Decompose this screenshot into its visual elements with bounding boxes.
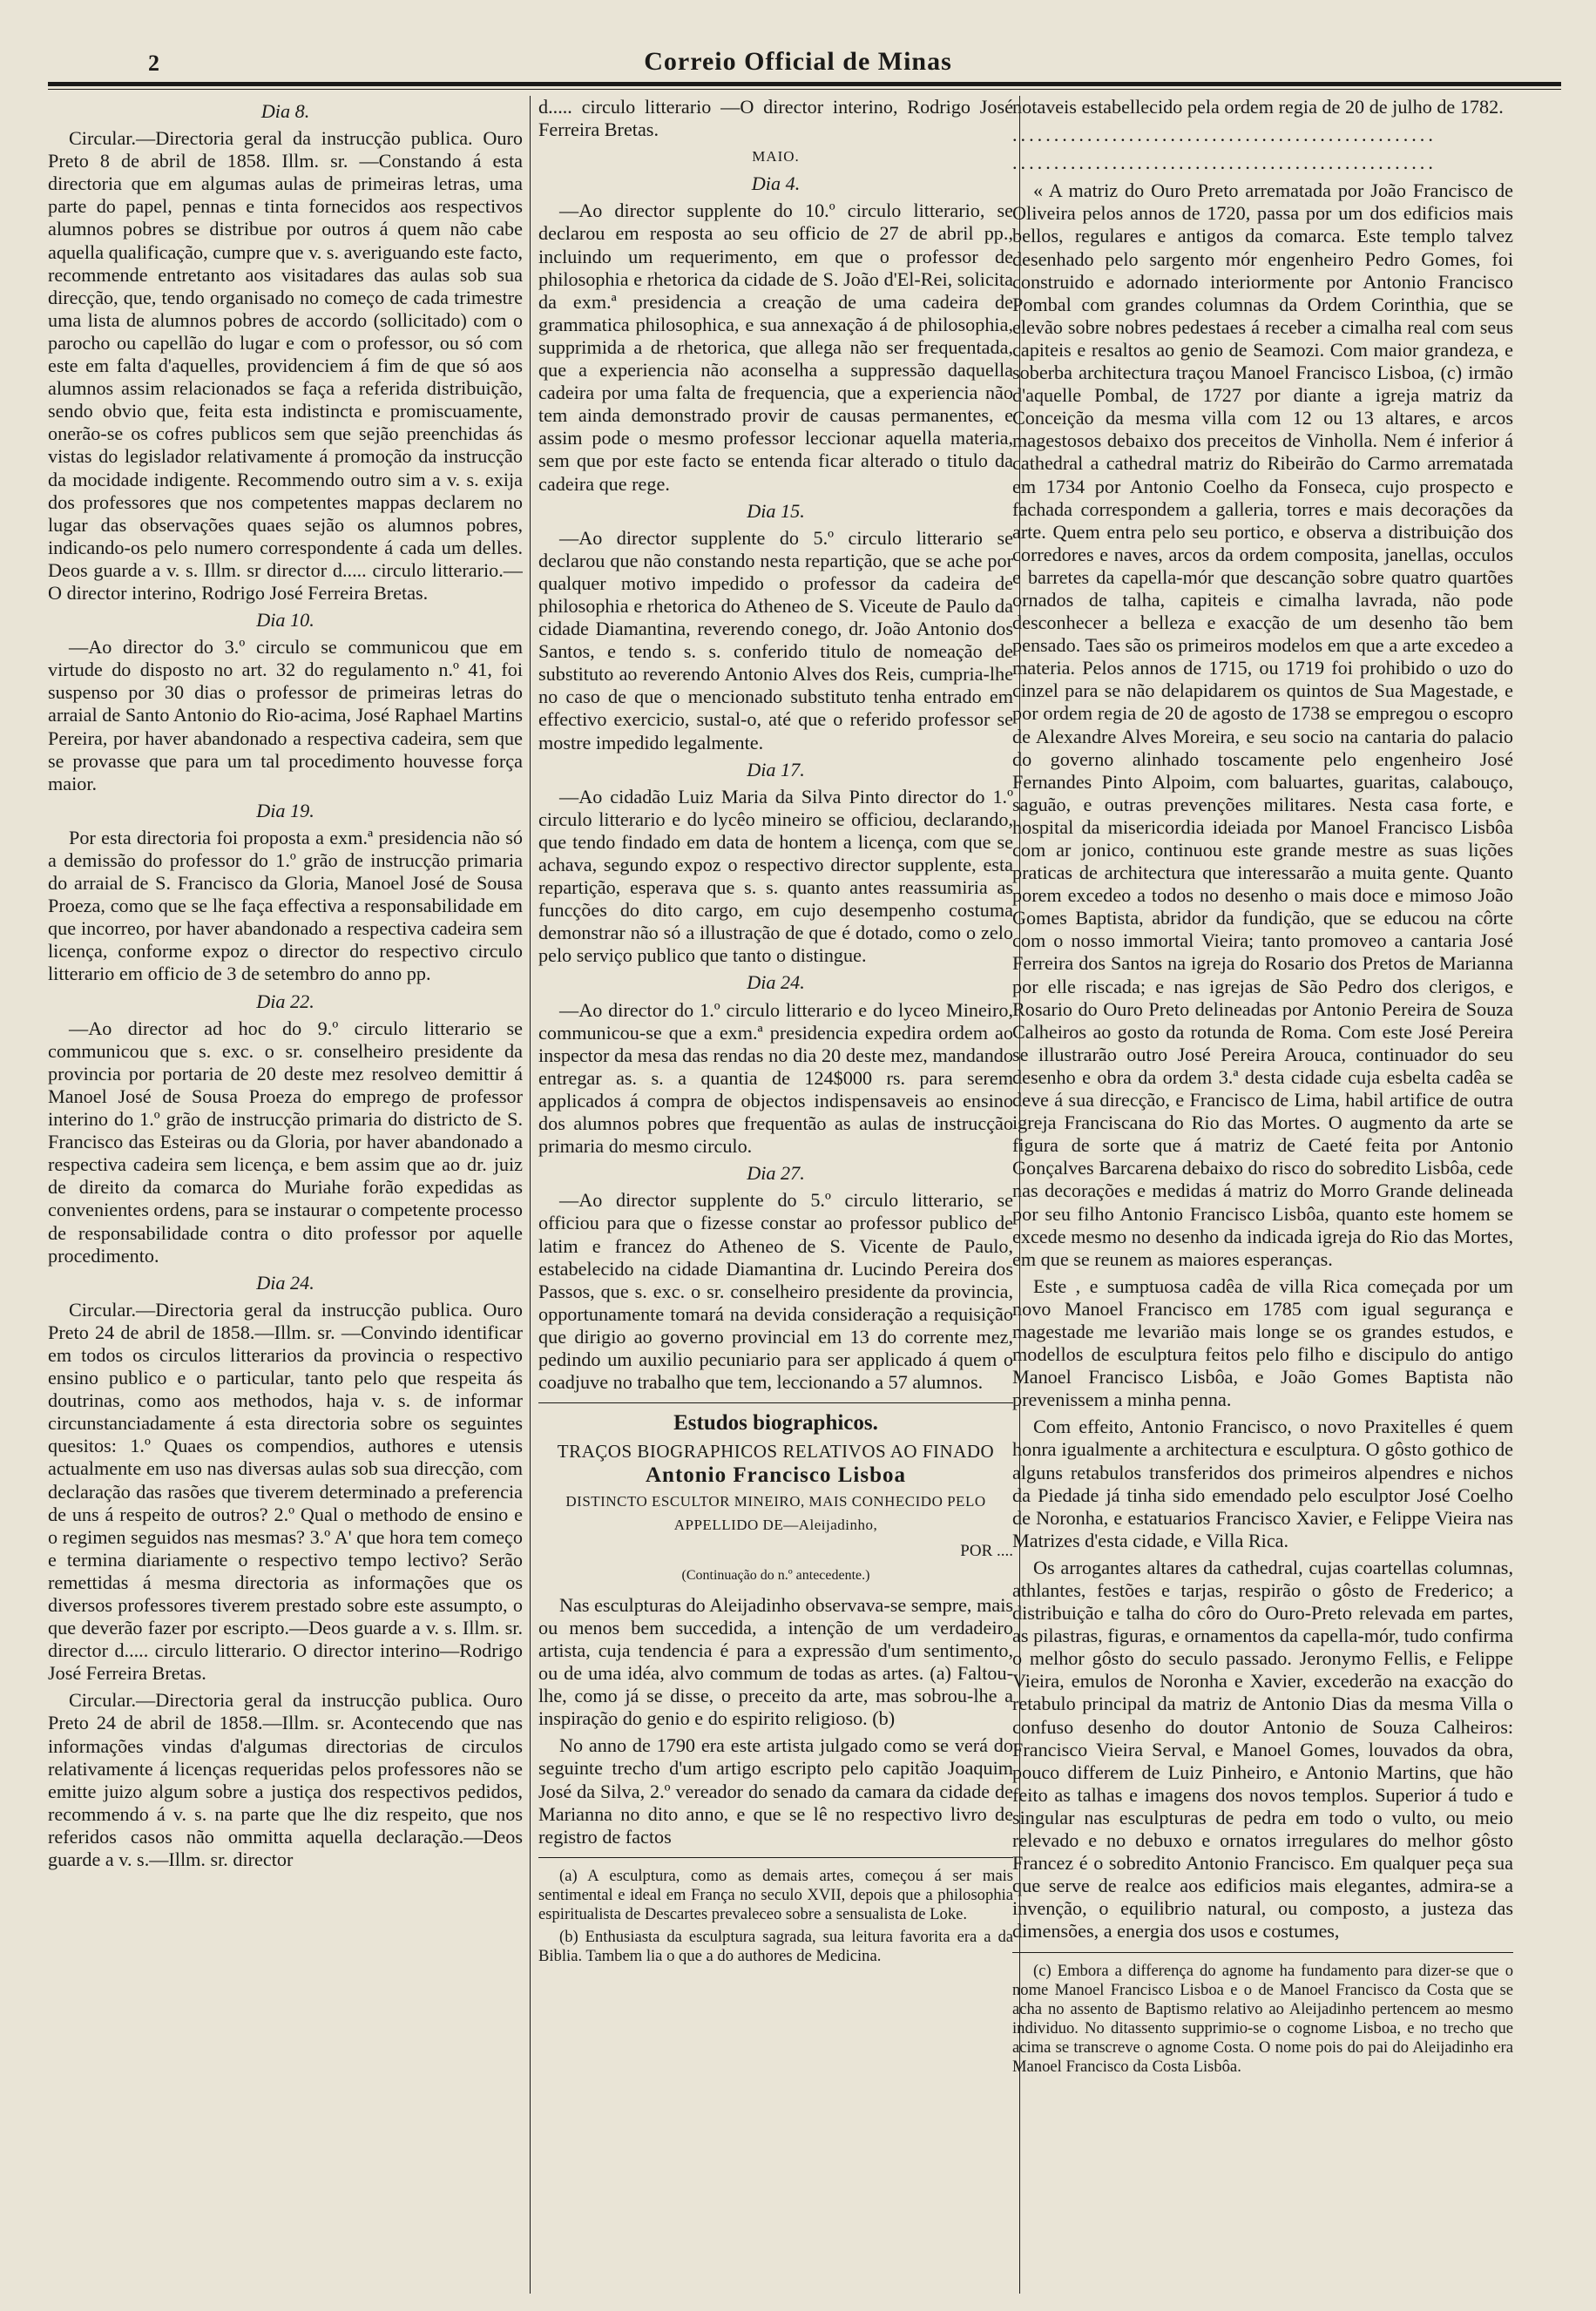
date-heading: Dia 27. bbox=[747, 1162, 805, 1185]
date-heading: Dia 4. bbox=[751, 172, 801, 195]
paragraph: d..... circulo litterario —O director interino, Rodrigo José Ferreira Bretas. bbox=[538, 96, 1013, 141]
paragraph: Este , e sumptuosa cadêa de villa Rica começada por um novo Manoel Francisco em 1785 com igual segurança e magestade me levarião mais longe se os grandes estudos, e modellos de esculptura feitos pelo filho e discipulo do antigo Manoel Francisco Lisbôa, e João Gomes Baptista não prevenissem a minha penna. bbox=[1012, 1274, 1513, 1411]
article-subtitle: TRAÇOS BIOGRAPHICOS RELATIVOS AO FINADO bbox=[557, 1441, 995, 1463]
date-heading: Dia 10. bbox=[256, 609, 314, 632]
continuation-note: (Continuação do n.º antecedente.) bbox=[681, 1567, 870, 1583]
newspaper-title: Correio Official de Minas bbox=[644, 47, 952, 76]
masthead bbox=[48, 44, 1548, 78]
month-heading: MAIO. bbox=[752, 148, 800, 166]
footnote: (c) Embora a differença do agnome ha fundamento para dizer-se que o nome Manoel Francisco Lisboa e o de Manoel Francisco da Costa que se acha no assento de Baptismo relativo ao Aleijadinho pertencem ao mesmo individuo. No ditassento supprimio-se o cognome Lisboa, e no trecho que acima se transcreve o agnome Costa. O nome pois do pai do Aleijadinho era Manoel Francisco da Costa Lisbôa. bbox=[1012, 1961, 1513, 2076]
ellipsis-line: ................................................... bbox=[1012, 152, 1437, 174]
date-heading: Dia 17. bbox=[747, 758, 805, 780]
footnote: (b) Enthusiasta da esculptura sagrada, sua leitura favorita era a da Biblia. Tambem lia o que a do authores de Medicina. bbox=[538, 1927, 1013, 1965]
page-number: 2 bbox=[148, 51, 159, 76]
date-heading: Dia 15. bbox=[747, 499, 805, 522]
paragraph: No anno de 1790 era este artista julgado como se verá do seguinte trecho d'um artigo escripto pelo capitão Joaquim José da Silva, 2.º vereador do senado da camara da cidade de Marianna no dito anno, e que se lê no respectivo livro de registro de factos bbox=[538, 1734, 1013, 1848]
date-heading: Dia 19. bbox=[256, 799, 314, 821]
article-subtitle-line: APPELLIDO DE—Aleijadinho, bbox=[673, 1516, 878, 1533]
date-heading: Dia 24. bbox=[256, 1271, 314, 1294]
paragraph: —Ao director supplente do 5.º circulo litterario se declarou que não constando nesta repartição, que se ache por qualquer motivo impedido o professor da cadeira de philosophia e rhetorica do Atheneo de S. Viceute de Paulo da cidade Diamantina, reverendo conego, dr. João Antonio dos Santos, e tendo s. s. conferido titulo de nomeação de substituto ao reverendo Antonio Alves dos Reis, cumpria-lhe no caso de que o mencionado substituto tenha entrado em effectivo exercicio, sustal-o, até que o referido professor se mostre impedido legalmente. bbox=[538, 526, 1013, 753]
paragraph: Circular.—Directoria geral da instrucção publica. Ouro Preto 24 de abril de 1858.—Illm. sr. Acontecendo que nas informações vindas d'algumas directorias de circulos relativamente á licenças requeridas pelos professores não se emitte juizo algum sobre a justiça dos respectivos pedidos, recommendo á v. s. na parte que lhe diz respeito, que nos referidos casos não ommitta aquella declaração.—Deos guarde a v. s.—Illm. sr. director bbox=[48, 1689, 523, 1871]
paragraph: Circular.—Directoria geral da instrucção publica. Ouro Preto 8 de abril de 1858. Illm. sr. —Constando á esta directoria que em algumas aulas de primeiras letras, uma parte do papel, pennas e tinta fornecidos aos respectivos alumnos pobres se distribue por outros á quem não cabe aquella qualificação, cumpre que v. s. averiguando este facto, recommende entretanto aos visitadares das aulas sob sua direcção, que, tendo organisado no começo de cada trimestre uma lista de alumnos pobres de accordo (sollicitado) com o parocho ou capellão do lugar e com o professor, ou só com este em falta d'aquelles, providenciem á fim de que só aos alumnos assim relacionados se faça a referida distribuição, sendo obvio que, feita esta indistincta e promiscuamente, onerão-se os cofres publicos sem que sejão preenchidas ás vistas do legislador relativamente á promoção da instrucção da mocidade indigente. Recommendo outro sim a v. s. exija dos professores que nos competentes mappas declarem no lugar das observações quaes sejão os alumnos pobres, indicando-os pelo numero correspondente á cada um delles. Deos guarde a v. s. Illm. sr director d..... circulo litterario.—O director interino, Rodrigo José Ferreira Bretas. bbox=[48, 127, 523, 604]
paragraph: Com effeito, Antonio Francisco, o novo Praxitelles é quem honra igualmente a architectura e esculptura. O gôsto gothico de alguns retabulos transferidos dos primeiros alpendres e nichos da Piedade já tinha sido emendado pelo esculptor José Coelho de Noronha, e estatuarios Francisco Xavier, e Felippe Vieira nas Matrizes d'esta cidade, e Villa Rica. bbox=[1012, 1416, 1513, 1551]
column-3 bbox=[1012, 96, 1513, 2298]
paragraph: Nas esculpturas do Aleijadinho observava-se sempre, mais ou menos bem succedida, a intenção de um verdadeiro artista, cuja tendencia é para a expressão d'um sentimento, ou de uma idéa, alvo commum de todas as artes. (a) Faltou-lhe, como já se disse, o preceito da arte, mas sobrou-lhe a inspiração do genio e do espirito religioso. (b) bbox=[538, 1593, 1013, 1730]
header-rule-thin bbox=[48, 89, 1561, 90]
paragraph: notaveis estabellecido pela ordem regia de 20 de julho de 1782. bbox=[1012, 96, 1504, 118]
footnote-separator bbox=[538, 1857, 1013, 1858]
paragraph: Os arrogantes altares da cathedral, cujas coartellas columnas, athlantes, festões e tarjas, respirão o gôsto de Frederico; a distribuição e talha do côro do Ouro-Preto relevada em partes, as pilastras, figuras, e ornamentos da capella-mór, tudo confirma o melhor gôsto do seculo passado. Jeronymo Fellis, e Felippe Vieira, emulos de Noronha e Xavier, excederão na exacção do retabulo principal da matriz de Antonio Dias da mesma Villa o confuso desenho do doutor Antonio de Souza Calheiros: Francisco Vieira Serval, e Manoel Gomes, louvados da obra, pouco differem de Luiz Pinheiro, e Antonio Martins, que hão feito as talhas e imagens dos novos templos. Superior á tudo e singular nas esculpturas de pedra em todo o vulto, ou meio relevado e no debuxo e ornatos irregulares do melhor gôsto Francez é o sobredito Antonio Francisco. Em qualquer peça sua que serve de realce aos edificios mais elegantes, admira-se a invenção, o equilibrio natural, ou composto, a justeza das dimensões, a energia dos usos e costumes, bbox=[1012, 1556, 1513, 1943]
paragraph: « A matriz do Ouro Preto arrematada por João Francisco de Oliveira pelos annos de 1720, passa por um dos edificios mais bellos, regulares e antigos da comarca. Este templo talvez desenhado pelo sargento mór engenheiro Pedro Gomes, foi construido e adornado interiormente por Antonio Francisco Pombal com grandes columnas da Ordem Corinthia, que se elevão sobre nobres pedestaes á receber a cimalha real com seus capiteis e resaltos ao genio de Seamozi. Com maior grandeza, e soberba architectura traçou Manoel Francisco Lisboa, (c) irmão d'aquelle Pombal, de 1727 por diante a igreja matriz da Conceição da mesma villa com 12 ou 13 altares, e arcos magestosos debaixo dos preceitos de Vinholla. Nem é inferior á cathedral a cathedral matriz do Ribeirão do Carmo arrematada em 1734 por Antonio Coelho da Fonseca, cujo prospecto e fachada correspondem a galleria, torres e mais decorações da arte. Quem entra pelo seu portico, e observa a distribuição dos corredores e naves, arcos da ordem composita, janellas, occulos e barretes da capella-mór que descanção sobre quatro quartões ornados de talha, capiteis e cimalha lavrada, não pode desconhecer a belleza e exacção de um desenho tão bem pensado. Taes são os primeiros modelos em que a arte excedeo a materia. Pelos annos de 1715, ou 1719 foi prohibido o uzo do cinzel para se não delapidarem os quintos de Sua Magestade, e por ordem regia de 20 de agosto de 1738 se empregou o escopro de Alexandre Alves Moreira, e seu socio na cantaria do palacio do governo alinhado toscamente pelo engenheiro José Fernandes Pinto Alpoim, com baluartes, guaritas, calabouço, saguão, e outras prevenções militares. Nesta casa forte, e hospital da misericordia ideiada por Manoel Francisco Lisbôa com ar jonico, continuou este grande mestre as suas lições praticas de architectura que interessarão a muita gente. Quanto porem excedeo a todos no desenho o mais doce e mimoso João Gomes Baptista, abridor da fundição, que se educou na côrte com o nosso immortal Vieira; tanto promoveo a cantaria José Ferreira dos Santos na igreja do Rosario dos Pretos de Marianna por elle riscada; e nas igrejas de São Pedro dos clerigos, e Rosario do Ouro Preto delineadas por Antonio Pereira de Souza Calheiros ao gosto da rotunda de Roma. Com este José Pereira se illustrarão outro José Pereira Arouca, continuador do seu desenho e obra da ordem 3.ª desta cidade cuja esbelta cadêa se deve á sua direcção, e Francisco de Lima, habil artifice de outra igreja Franciscana do Rio das Mortes. O augmento da arte se figura de sorte que á matriz de Caeté feita por Antonio Gonçalves Barcarena debaixo do risco do sobredito Lisbôa, cede nas decorações e medidas á matriz do Morro Grande delineada por seu filho Antonio Francisco Lisbôa, quanto este homem se excede mesmo no desenho da indicada igreja do Rio das Mortes, em que se reunem as maiores esperanças. bbox=[1012, 179, 1513, 1270]
footnote-separator bbox=[1012, 1952, 1513, 1953]
paragraph: —Ao director supplente do 10.º circulo litterario, se declarou em resposta ao seu officio de 27 de abril pp., incluindo um requerimento, em que o professor de philosophia e rhetorica da cidade de S. João d'El-Rei, solicita da exm.ª presidencia a creação de uma cadeira de grammatica philosophica, e sua annexação á de philosophia, supprimida a de rhetorica, que allega não ser frequentada, que a experiencia não aconselha a suppressão daquella cadeira por uma falta de frequencia, que a experiencia não tem ainda demonstrado provir de causas permanentes, e assim pode o mesmo professor leccionar aquella materia, sem que por este facto se entenda ficar alterado o titulo da cadeira que rege. bbox=[538, 199, 1013, 495]
ellipsis-line: ................................................... bbox=[1012, 124, 1437, 146]
article-byline: POR .... bbox=[960, 1541, 1013, 1560]
footnote: (a) A esculptura, como as demais artes, começou á ser mais sentimental e ideal em França no seculo XVII, depois que a philosophia espiritualista de Descartes prevaleceo sobre a sensualista de Loke. bbox=[538, 1866, 1013, 1923]
date-heading: Dia 24. bbox=[747, 971, 805, 994]
date-heading: Dia 8. bbox=[260, 100, 310, 122]
article-subtitle-line: DISTINCTO ESCULTOR MINEIRO, MAIS CONHECIDO PELO bbox=[565, 1493, 986, 1510]
section-separator bbox=[538, 1402, 1013, 1403]
header-rule-thick bbox=[48, 82, 1561, 86]
column-divider-1 bbox=[530, 96, 531, 2294]
column-1 bbox=[48, 96, 523, 2298]
column-2 bbox=[538, 96, 1013, 2298]
paragraph: Circular.—Directoria geral da instrucção publica. Ouro Preto 24 de abril de 1858.—Illm. sr. —Convindo identificar em todos os circulos litterarios da provincia o respectivo ensino publico e o particular, tanto pelo que respeita ás doutrinas, como aos methodos, haja v. s. de informar circunstanciadamente á esta directoria sobre os seguintes quesitos: 1.º Quaes os compendios, authores e utensis actualmente em uso nas diversas aulas sob sua direcção, com declaração das rasões que tiverem determinado a preferencia de uns á respeito de outros? 2.º Qual o methodo de ensino e o regimen seguidos nas mesmas? 3.º A' que hora tem começo e termina diariamente o respectivo tempo lectivo? Serão remettidas á mesma directoria as informações que os diversos professores tiverem prestado sobre este assumpto, o que deverão fazer por escripto.—Deos guarde a v. s. Illm. sr. director d..... circulo litterario. O director interino—Rodrigo José Ferreira Bretas. bbox=[48, 1298, 523, 1685]
paragraph: —Ao director supplente do 5.º circulo litterario, se officiou para que o fizesse constar ao professor publico de latim e francez do Atheneo de S. Vicente de Paulo, estabelecido na cidade Diamantina dr. Lucindo Pereira dos Passos, que s. exc. o sr. conselheiro presidente da provincia, opportunamente tomará na devida consideração a requisição que dirigio ao governo provincial em 13 do corrente mez, pedindo um auxilio pecuniario para ser applicado á quem o coadjuve no trabalho que tem, leccionando a 57 alumnos. bbox=[538, 1189, 1013, 1394]
paragraph: —Ao director do 3.º circulo se communicou que em virtude do disposto no art. 32 do regulamento n.º 41, foi suspenso por 30 dias o professor de primeiras letras do arraial de Santo Antonio do Rio-acima, José Raphael Martins Pereira, por haver abandonado a respectiva cadeira, sem que se provasse que para um tal procedimento houvesse força maior. bbox=[48, 636, 523, 794]
paragraph: —Ao director ad hoc do 9.º circulo litterario se communicou que s. exc. o sr. conselheiro presidente da provincia por portaria de 20 deste mez resolveo demittir á Manoel José de Sousa Proeza do emprego de professor interino do 1.º grão de instrucção primaria do districto de S. Francisco das Esteiras ou da Gloria, por haver abandonado a respectiva cadeira sem licença, e bem assim que ao dr. juiz de direito da comarca do Muriahe forão expedidas as convenientes ordens, para se instaurar o competente processo de responsabilidade contra o dito professor por aquelle procedimento. bbox=[48, 1017, 523, 1267]
paragraph: —Ao cidadão Luiz Maria da Silva Pinto director do 1.º circulo litterario e do lycêo mineiro se officiou, declarando, que tendo findado em data de hontem a licença, com que se achava, segundo expoz o respectivo director supplente, esta repartição, esperava que s. s. quanto antes reassumiria as funcções do dito cargo, em cujo desempenho costuma demonstrar não só a illustração de que é dotado, como o zelo pelo serviço publico que tanto o distingue. bbox=[538, 785, 1013, 967]
paragraph: Por esta directoria foi proposta a exm.ª presidencia não só a demissão do professor do 1.º grão de instrucção primaria do arraial de S. Francisco da Gloria, Manoel José de Sousa Proeza, como que se lhe faça effectiva a responsabilidade em que incorreo, por haver abandonado a respectiva cadeira sem licença, conforme expoz o director do respectivo circulo litterario em officio de 3 de setembro do anno pp. bbox=[48, 826, 523, 985]
section-title: Estudos biographicos. bbox=[673, 1411, 878, 1436]
paragraph: —Ao director do 1.º circulo litterario e do lyceo Mineiro, communicou-se que a exm.ª presidencia expedira ordem ao inspector da mesa das rendas no dia 20 deste mez, mandando entregar as. s. a quantia de 124$000 rs. para serem applicados á compra de objectos indispensaveis ao ensino dos alumnos pobres que frequentão as aulas de instrucção primaria do mesmo circulo. bbox=[538, 998, 1013, 1158]
article-subject-name: Antonio Francisco Lisboa bbox=[645, 1463, 907, 1488]
date-heading: Dia 22. bbox=[256, 990, 314, 1012]
